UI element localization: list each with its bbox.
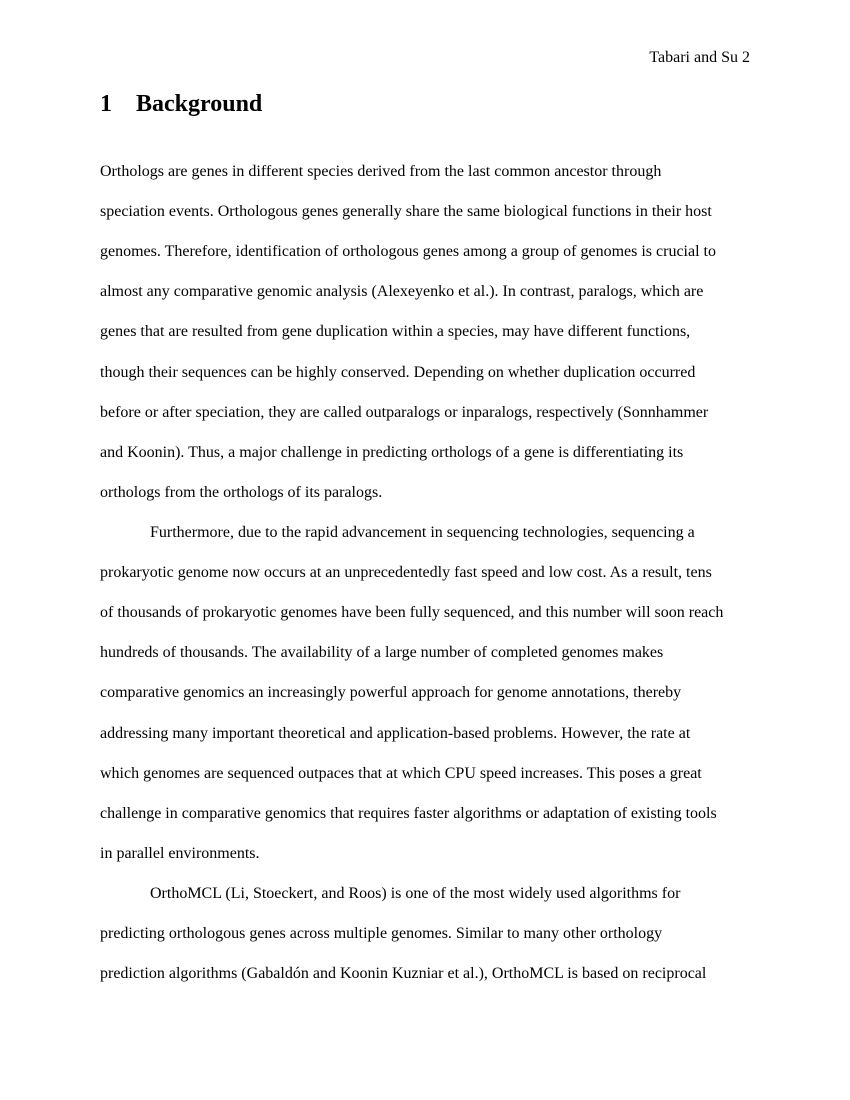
text-line: genes that are resulted from gene duplication within a species, may have different functions, bbox=[100, 323, 691, 341]
text-line: comparative genomics an increasingly powerful approach for genome annotations, thereby bbox=[100, 684, 682, 702]
text-line: addressing many important theoretical and application-based problems. However, the rate at bbox=[100, 724, 691, 742]
text-line: speciation events. Orthologous genes generally share the same biological functions in their host bbox=[100, 203, 712, 221]
text-line: though their sequences can be highly conserved. Depending on whether duplication occurred bbox=[100, 363, 696, 381]
text-line: Orthologs are genes in different species derived from the last common ancestor through bbox=[100, 163, 662, 180]
text-line: genomes. Therefore, identification of orthologous genes among a group of genomes is crucial to bbox=[100, 243, 716, 261]
text-line: OrthoMCL (Li, Stoeckert, and Roos) is one of the most widely used algorithms for bbox=[150, 884, 681, 902]
text-line: orthologs from the orthologs of its paralogs. bbox=[100, 483, 383, 501]
text-line: Furthermore, due to the rapid advancement in sequencing technologies, sequencing a bbox=[150, 523, 695, 541]
section-heading bbox=[100, 89, 262, 119]
text-line: which genomes are sequenced outpaces that at which CPU speed increases. This poses a great bbox=[100, 764, 702, 782]
text-line: challenge in comparative genomics that requires faster algorithms or adaptation of existing tools bbox=[100, 804, 717, 822]
text-line: prediction algorithms (Gabaldón and Koonin Kuzniar et al.), OrthoMCL is based on reciprocal bbox=[100, 965, 707, 983]
text-line: of thousands of prokaryotic genomes have been fully sequenced, and this number will soon reach bbox=[100, 604, 724, 622]
section-title: Background bbox=[136, 91, 263, 117]
text-line: in parallel environments. bbox=[100, 844, 260, 862]
text-line: before or after speciation, they are called outparalogs or inparalogs, respectively (Sonnhammer bbox=[100, 403, 709, 421]
text-line: almost any comparative genomic analysis (Alexeyenko et al.). In contrast, paralogs, which are bbox=[100, 283, 704, 301]
body-text bbox=[100, 152, 760, 994]
section-number: 1 bbox=[100, 91, 112, 117]
text-line: and Koonin). Thus, a major challenge in predicting orthologs of a gene is differentiating its bbox=[100, 443, 684, 461]
text-line: prokaryotic genome now occurs at an unprecedentedly fast speed and low cost. As a result, tens bbox=[100, 564, 712, 582]
text-line: predicting orthologous genes across multiple genomes. Similar to many other orthology bbox=[100, 925, 663, 943]
running-header: Tabari and Su 2 bbox=[649, 49, 750, 66]
text-line: hundreds of thousands. The availability of a large number of completed genomes makes bbox=[100, 644, 664, 662]
